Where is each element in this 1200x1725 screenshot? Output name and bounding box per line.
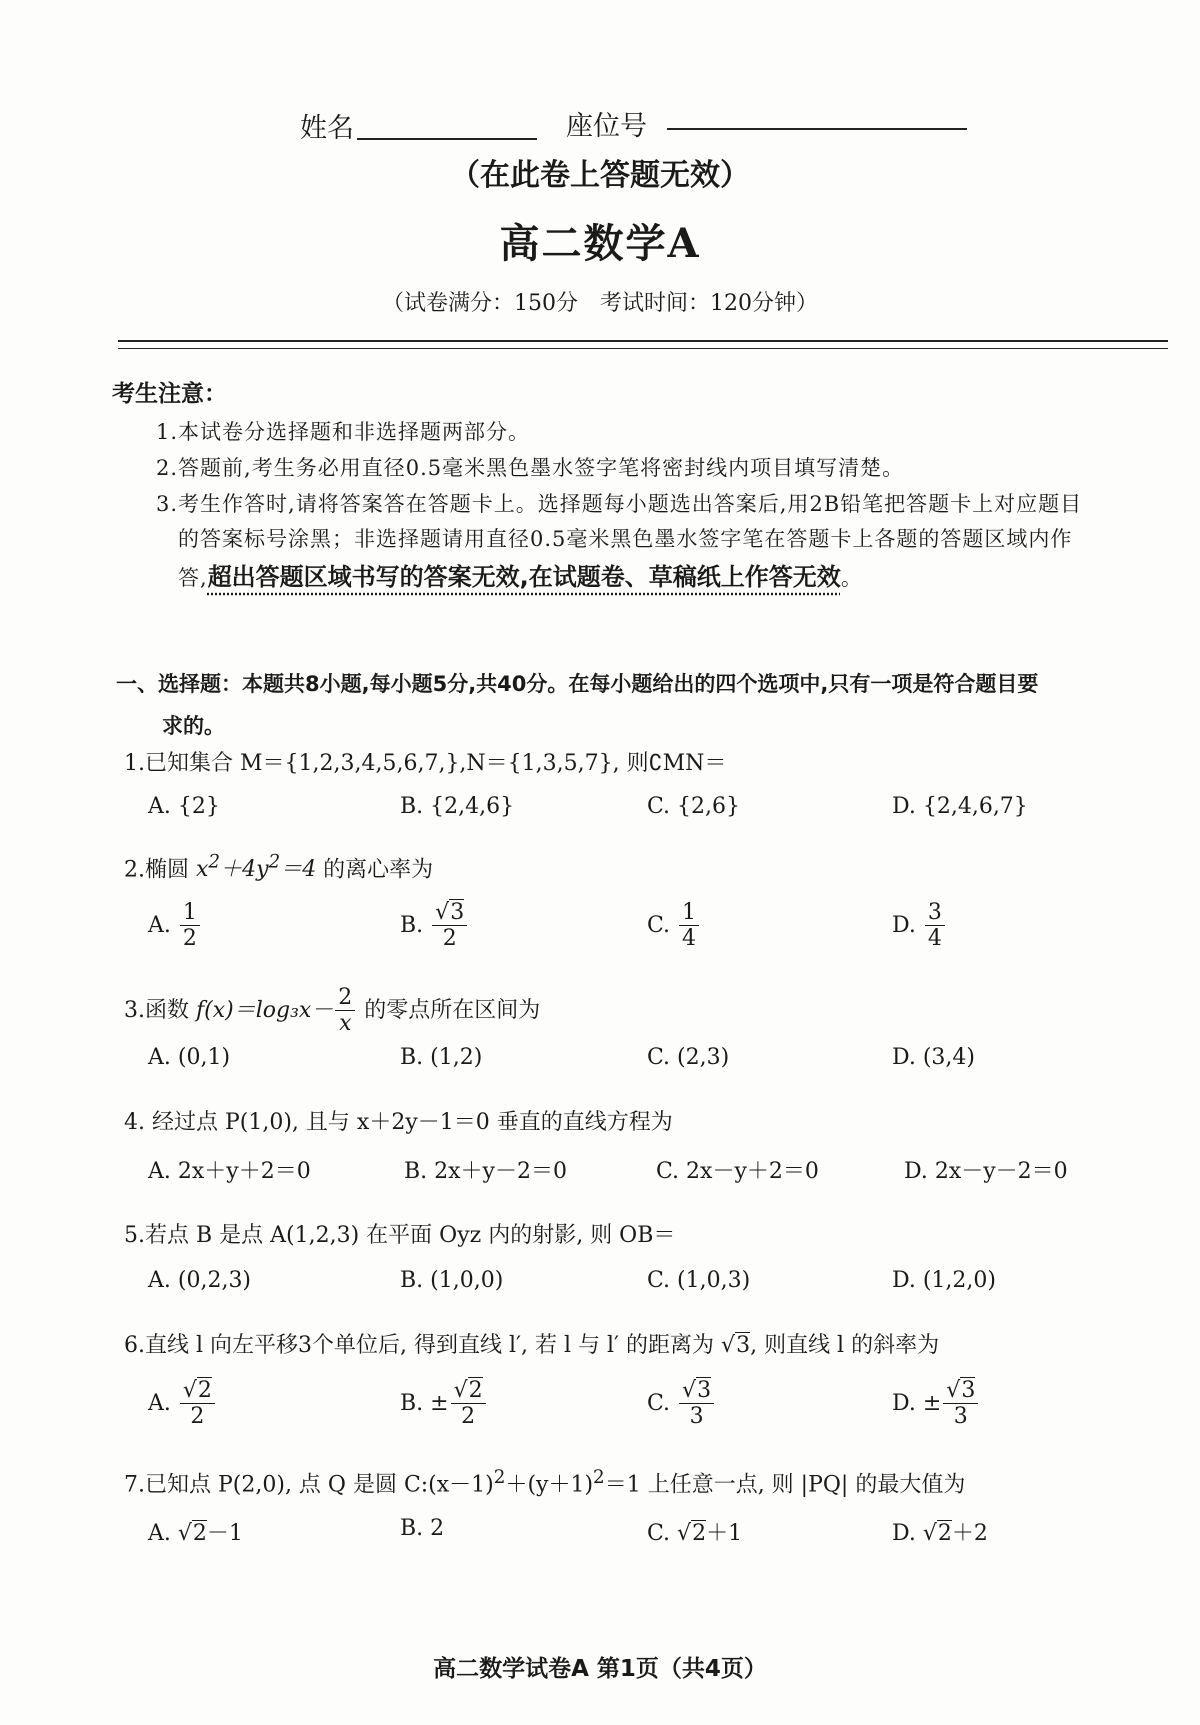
radicand: 2: [197, 1378, 212, 1403]
radicand: 2: [692, 1521, 707, 1546]
question-4-stem: 4. 经过点 P(1,0), 且与 x＋2y－1＝0 垂直的直线方程为: [124, 1110, 673, 1135]
radicand: 2: [468, 1378, 483, 1403]
option-label: A.: [148, 1521, 178, 1546]
name-seat-row: [0, 100, 1200, 144]
option-label: C.: [647, 912, 671, 938]
numerator: 2: [335, 985, 355, 1011]
radicand: 2: [937, 1521, 952, 1546]
option-label: D.: [892, 1521, 923, 1546]
question-2-stem: [124, 852, 433, 883]
option-label: D.: [892, 912, 916, 938]
question-7-suffix: ＝1 上任意一点, 则 |PQ| 的最大值为: [604, 1472, 966, 1498]
question-7-mid: ＋(y＋1): [505, 1472, 594, 1498]
denominator: 4: [927, 926, 942, 952]
seat-label: 座位号: [566, 111, 647, 142]
option-tail: －1: [206, 1521, 243, 1546]
numerator: √3: [432, 900, 467, 926]
option-c: C. 2x－y＋2＝0: [656, 1159, 819, 1184]
question-3-stem: [124, 985, 540, 1037]
option-tail: ＋1: [706, 1521, 743, 1546]
fraction: [335, 985, 355, 1037]
question-6-stem: [124, 1328, 939, 1359]
exponent: 2: [593, 1467, 605, 1488]
section-heading-cont: 求的。: [162, 714, 225, 738]
section-heading: 一、选择题：本题共8小题,每小题5分,共40分。在每小题给出的四个选项中,只有一项是符合题目要: [116, 672, 1039, 696]
option-b: B. (1,0,0): [400, 1268, 504, 1293]
question-7-prefix: 7.已知点 P(2,0), 点 Q 是圆 C:(x－1): [124, 1472, 494, 1498]
question-3-function: f(x)＝log₃x－: [195, 997, 334, 1023]
fraction: [943, 1378, 978, 1430]
option-c: C. {2,6}: [647, 794, 741, 819]
denominator: 2: [442, 926, 457, 952]
option-a: A. {2}: [148, 794, 220, 819]
numerator: 1: [180, 900, 200, 926]
fraction: [432, 900, 467, 952]
numerator: √2: [451, 1378, 486, 1404]
option-c: [647, 900, 701, 952]
notice-emphasis: 超出答题区域书写的答案无效,在试题卷、草稿纸上作答无效: [207, 563, 841, 591]
option-d: D. {2,4,6,7}: [892, 794, 1028, 819]
numerator: √2: [180, 1378, 215, 1404]
notice-item-3-line-2: 的答案标号涂黑；非选择题请用直径0.5毫米黑色墨水签字笔在答题卡上各题的答题区域内作: [178, 527, 1073, 551]
question-5-options: [0, 1268, 1200, 1328]
question-7-options: [0, 1516, 1200, 1576]
denominator: 2: [182, 926, 197, 952]
option-d: [892, 900, 947, 952]
radicand: 3: [697, 1378, 712, 1403]
option-label: C.: [647, 1521, 678, 1546]
option-label: C.: [647, 1390, 671, 1416]
invalid-note: （在此卷上答题无效）: [450, 158, 750, 193]
question-1-options: [0, 794, 1200, 854]
question-3-prefix: 3.函数: [124, 997, 196, 1023]
question-6-options: [0, 1378, 1200, 1438]
notice-item-3: 3.考生作答时,请将答案答在答题卡上。选择题每小题选出答案后,用2B铅笔把答题卡上对应题目: [156, 492, 1083, 516]
option-b: B. (1,2): [400, 1045, 483, 1070]
denominator: 4: [682, 926, 697, 952]
numerator: √3: [943, 1378, 978, 1404]
fraction: [451, 1378, 486, 1430]
exam-meta: （试卷满分：150分 考试时间：120分钟）: [382, 291, 818, 316]
option-c: C. √2＋1: [647, 1521, 743, 1546]
numerator: 1: [679, 900, 699, 926]
exam-title: 高二数学A: [499, 220, 701, 267]
question-1-stem: 1.已知集合 M＝{1,2,3,4,5,6,7,},N＝{1,3,5,7}, 则∁MN＝: [124, 751, 727, 776]
option-b: [400, 1516, 444, 1541]
option-a: A. (0,2,3): [148, 1268, 252, 1293]
radicand: 3: [736, 1333, 751, 1358]
question-2-suffix: 的离心率为: [316, 857, 434, 883]
name-blank: [357, 138, 537, 140]
option-d: D. (1,2,0): [892, 1268, 996, 1293]
question-4-options: [0, 1154, 1200, 1214]
question-3-options: [0, 1045, 1200, 1105]
radicand: 2: [192, 1521, 207, 1546]
option-d: D. 2x－y－2＝0: [904, 1159, 1068, 1184]
question-2-prefix: 2.椭圆: [124, 857, 196, 883]
option-label: A.: [148, 1390, 171, 1416]
question-3-suffix: 的零点所在区间为: [357, 997, 541, 1023]
sqrt-3: √3: [721, 1333, 751, 1358]
option-b: [400, 900, 469, 952]
option-label: B. 2: [400, 1516, 445, 1541]
fraction: [679, 1378, 714, 1430]
denominator: 2: [461, 1404, 476, 1430]
option-a: A. √2－1: [148, 1521, 243, 1546]
page-footer: 高二数学试卷A 第1页（共4页）: [433, 1656, 767, 1682]
option-label: A.: [148, 912, 171, 938]
notice-item-3-suffix: 。: [840, 566, 863, 590]
radicand: 3: [961, 1378, 976, 1403]
option-c: C. (1,0,3): [647, 1268, 751, 1293]
option-b: B. 2x＋y－2＝0: [404, 1159, 567, 1184]
question-6-prefix: 6.直线 l 向左平移3个单位后, 得到直线 l′, 若 l 与 l′ 的距离为: [124, 1333, 722, 1358]
numerator: √3: [679, 1378, 714, 1404]
option-d: [892, 1378, 980, 1430]
question-5-stem: 5.若点 B 是点 A(1,2,3) 在平面 Oyz 内的射影, 则 OB＝: [124, 1223, 676, 1248]
option-tail: ＋2: [951, 1521, 988, 1546]
denominator: 3: [953, 1404, 968, 1430]
question-7-stem: [124, 1467, 965, 1498]
question-2-options: [0, 900, 1200, 960]
notice-item-2: 2.答题前,考生务必用直径0.5毫米黑色墨水签字笔将密封线内项目填写清楚。: [156, 456, 905, 480]
option-c: C. (2,3): [647, 1045, 730, 1070]
option-a: [148, 900, 202, 952]
fraction: [925, 900, 945, 952]
denominator: x: [339, 1011, 352, 1037]
question-6-suffix: , 则直线 l 的斜率为: [750, 1333, 940, 1358]
denominator: 2: [190, 1404, 205, 1430]
header-rule-thick: [118, 340, 1168, 342]
radicand: 3: [450, 900, 465, 925]
exponent: 2: [493, 1467, 506, 1488]
question-2-equation: $x^2+4y^2=4$: [195, 852, 317, 883]
notice-item-3-prefix: 答,: [178, 566, 208, 590]
option-a: [148, 1378, 217, 1430]
notice-title: 考生注意：: [112, 381, 227, 407]
fraction: [180, 900, 200, 952]
fraction: [180, 1378, 215, 1430]
option-c: [647, 1378, 716, 1430]
denominator: 3: [689, 1404, 704, 1430]
option-label: B. ±: [400, 1390, 449, 1416]
notice-item-3-line-3: [178, 557, 863, 592]
option-d: D. √2＋2: [892, 1521, 988, 1546]
option-d: D. (3,4): [892, 1045, 975, 1070]
notice-item-1: 1.本试卷分选择题和非选择题两部分。: [156, 420, 531, 444]
option-b: [400, 1378, 488, 1430]
name-label: 姓名: [300, 113, 354, 144]
option-label: B.: [400, 912, 424, 938]
seat-blank: [667, 128, 967, 130]
fraction: [679, 900, 699, 952]
option-a: A. 2x＋y＋2＝0: [148, 1159, 311, 1184]
numerator: 3: [925, 900, 945, 926]
header-rule-thin: [118, 348, 1168, 349]
option-a: A. (0,1): [148, 1045, 231, 1070]
option-b: B. {2,4,6}: [400, 794, 515, 819]
option-label: D. ±: [892, 1390, 942, 1416]
